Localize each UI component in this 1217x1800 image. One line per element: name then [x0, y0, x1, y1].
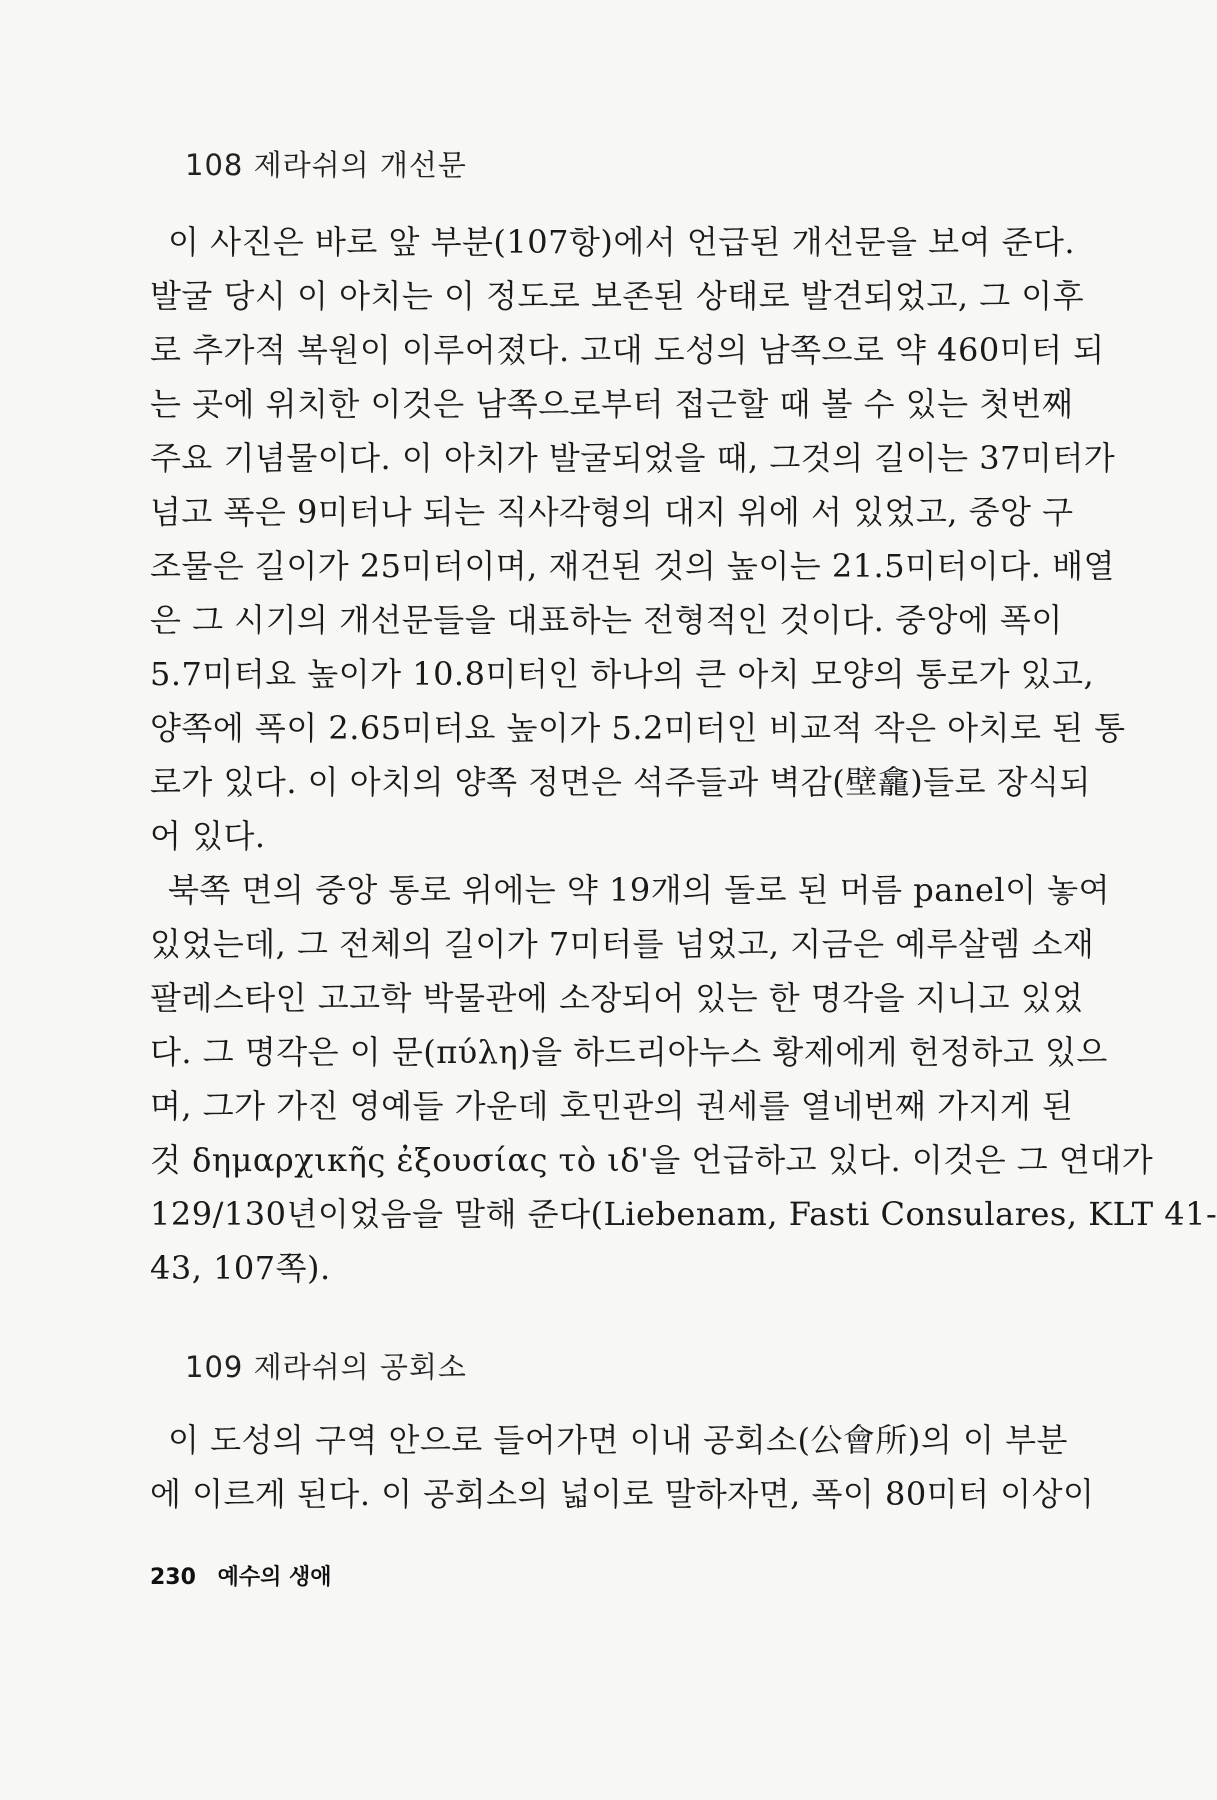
page-footer	[150, 1560, 332, 1591]
text-line: 북쪽 면의 중앙 통로 위에는 약 19개의 돌로 된 머름 panel이 놓여	[168, 871, 1111, 909]
text-line: 팔레스타인 고고학 박물관에 소장되어 있는 한 명각을 지니고 있었	[150, 979, 1084, 1017]
text-line: 것 δημαρχικῆς ἐξουσίας τὸ ιδ'을 언급하고 있다. 이것은 그 연대가	[150, 1141, 1154, 1179]
running-title: 예수의 생애	[217, 1565, 332, 1590]
text-line: 넘고 폭은 9미터나 되는 직사각형의 대지 위에 서 있었고, 중앙 구	[150, 493, 1074, 531]
text-line: 며, 그가 가진 영예들 가운데 호민관의 권세를 열네번째 가지게 된	[150, 1087, 1074, 1125]
text-line: 로가 있다. 이 아치의 양쪽 정면은 석주들과 벽감(壁龕)들로 장식되	[150, 763, 1091, 801]
text-line: 주요 기념물이다. 이 아치가 발굴되었을 때, 그것의 길이는 37미터가	[150, 439, 1116, 477]
text-line: 에 이르게 된다. 이 공회소의 넓이로 말하자면, 폭이 80미터 이상이	[150, 1475, 1095, 1513]
section-108-paragraph-1	[150, 215, 1126, 863]
text-line: 는 곳에 위치한 이것은 남쪽으로부터 접근할 때 볼 수 있는 첫번째	[150, 385, 1074, 423]
text-line: 43, 107쪽).	[150, 1249, 331, 1287]
text-line: 어 있다.	[150, 817, 266, 855]
section-heading-108: 108 제라쉬의 개선문	[185, 148, 467, 182]
text-line: 5.7미터요 높이가 10.8미터인 하나의 큰 아치 모양의 통로가 있고,	[150, 655, 1095, 693]
section-108-paragraph-2	[150, 863, 1217, 1295]
text-line: 이 도성의 구역 안으로 들어가면 이내 공회소(公會所)의 이 부분	[168, 1421, 1068, 1459]
text-line: 양쪽에 폭이 2.65미터요 높이가 5.2미터인 비교적 작은 아치로 된 통	[150, 709, 1126, 747]
text-line: 129/130년이었음을 말해 준다(Liebenam, Fasti Consulares, KLT 41-	[150, 1195, 1217, 1233]
page-number: 230	[150, 1565, 196, 1590]
text-line: 로 추가적 복원이 이루어졌다. 고대 도성의 남쪽으로 약 460미터 되	[150, 331, 1105, 369]
text-line: 조물은 길이가 25미터이며, 재건된 것의 높이는 21.5미터이다. 배열	[150, 547, 1115, 585]
section-109-paragraph-1	[150, 1413, 1095, 1521]
text-line: 있었는데, 그 전체의 길이가 7미터를 넘었고, 지금은 예루살렘 소재	[150, 925, 1095, 963]
text-line: 이 사진은 바로 앞 부분(107항)에서 언급된 개선문을 보여 준다.	[168, 223, 1076, 261]
text-line: 다. 그 명각은 이 문(πύλη)을 하드리아누스 황제에게 헌정하고 있으	[150, 1033, 1108, 1071]
text-line: 은 그 시기의 개선문들을 대표하는 전형적인 것이다. 중앙에 폭이	[150, 601, 1063, 639]
text-line: 발굴 당시 이 아치는 이 정도로 보존된 상태로 발견되었고, 그 이후	[150, 277, 1085, 315]
section-heading-109: 109 제라쉬의 공회소	[185, 1350, 467, 1384]
